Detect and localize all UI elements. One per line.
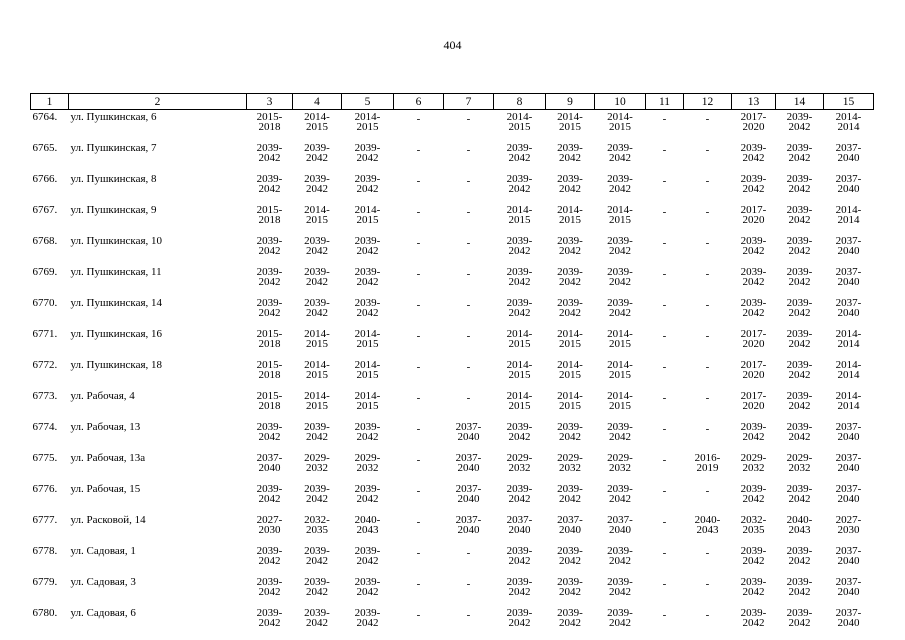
period-cell: 2039- 2042 [256,235,283,257]
period-cell: - [466,547,471,559]
period-cell: 2039- 2042 [506,266,533,288]
period-cell: - [705,547,710,559]
period-cell: 2015- 2018 [256,204,283,226]
period-cell: 2039- 2042 [256,576,283,598]
period-cell: 2017- 2020 [740,390,767,412]
period-cell: 2037- 2040 [835,452,862,474]
table-row [31,172,874,203]
address-cell: ул. Садовая, 3 [70,576,136,588]
period-cell: 2029- 2032 [557,452,583,474]
row-number: 6777. [32,514,58,526]
row-number: 6773. [32,390,58,402]
period-cell: 2039- 2042 [557,421,583,443]
page-number: 404 [443,38,462,52]
period-cell: 2039- 2042 [740,142,767,164]
column-header-12: 12 [684,94,732,110]
period-cell: 2039- 2042 [304,607,330,629]
period-cell: 2037- 2040 [835,142,862,164]
address-cell: ул. Садовая, 1 [70,545,136,557]
period-cell: 2017- 2020 [740,359,767,381]
period-cell: 2014- 2015 [354,359,381,381]
period-cell: - [466,144,471,156]
period-cell: 2039- 2042 [557,173,583,195]
period-cell: - [705,361,710,373]
period-cell: 2039- 2042 [354,576,381,598]
period-cell: 2039- 2042 [304,173,330,195]
period-cell: - [705,609,710,621]
period-cell: 2039- 2042 [607,173,633,195]
period-cell: 2039- 2042 [740,576,767,598]
period-cell: 2039- 2042 [786,173,813,195]
table-row [31,606,874,637]
period-cell: 2027- 2030 [256,514,283,536]
period-cell: 2039- 2042 [256,266,283,288]
address-cell: ул. Рабочая, 13 [70,421,141,433]
period-cell: - [662,144,667,156]
period-cell: 2039- 2042 [786,483,813,505]
period-cell: 2039- 2042 [557,607,583,629]
row-number: 6774. [32,421,58,433]
period-cell: 2014- 2015 [354,204,381,226]
period-cell: 2039- 2042 [786,359,813,381]
period-cell: 2039- 2042 [506,297,533,319]
period-cell: - [466,330,471,342]
period-cell: 2039- 2042 [786,421,813,443]
period-cell: - [662,175,667,187]
period-cell: 2039- 2042 [607,545,633,567]
column-header-14: 14 [776,94,824,110]
period-cell: 2039- 2042 [557,576,583,598]
column-header-2: 2 [69,94,247,110]
period-cell: - [662,423,667,435]
address-cell: ул. Пушкинская, 9 [70,204,157,216]
period-cell: 2039- 2042 [304,483,330,505]
table-row [31,203,874,234]
period-cell: 2037- 2040 [835,173,862,195]
period-cell: 2039- 2042 [256,421,283,443]
row-number: 6772. [32,359,58,371]
period-cell: 2039- 2042 [304,142,330,164]
period-cell: 2039- 2042 [557,266,583,288]
address-cell: ул. Садовая, 6 [70,607,136,619]
period-cell: 2014- 2015 [354,390,381,412]
period-cell: 2039- 2042 [256,607,283,629]
period-cell: 2039- 2042 [506,483,533,505]
period-cell: 2014- 2015 [607,204,633,226]
column-header-5: 5 [342,94,394,110]
period-cell: 2039- 2042 [740,607,767,629]
column-header-4: 4 [293,94,342,110]
period-cell: 2039- 2042 [506,421,533,443]
period-cell: 2039- 2042 [557,483,583,505]
row-number: 6780. [32,607,58,619]
period-cell: 2039- 2042 [786,328,813,350]
address-cell: ул. Рабочая, 4 [70,390,135,402]
period-cell: - [416,392,421,404]
row-number: 6765. [32,142,58,154]
period-cell: 2014- 2014 [835,111,862,133]
table-row [31,575,874,606]
column-header-13: 13 [732,94,776,110]
period-cell: 2039- 2042 [354,545,381,567]
period-cell: - [466,206,471,218]
period-cell: - [416,361,421,373]
address-cell: ул. Рабочая, 15 [70,483,141,495]
row-number: 6766. [32,173,58,185]
period-cell: 2039- 2042 [557,235,583,257]
table-row [31,234,874,265]
period-cell: 2039- 2042 [506,173,533,195]
period-cell: 2039- 2042 [786,545,813,567]
period-cell: 2039- 2042 [557,545,583,567]
row-number: 6776. [32,483,58,495]
period-cell: 2039- 2042 [506,142,533,164]
period-cell: 2014- 2015 [354,328,381,350]
period-cell: 2037- 2040 [256,452,283,474]
period-cell: 2039- 2042 [607,266,633,288]
period-cell: 2015- 2018 [256,359,283,381]
period-cell: 2039- 2042 [256,142,283,164]
period-cell: 2037- 2040 [835,235,862,257]
period-cell: - [705,175,710,187]
period-cell: 2039- 2042 [354,483,381,505]
row-number: 6768. [32,235,58,247]
table-row [31,482,874,513]
period-cell: 2040- 2043 [694,514,721,536]
column-header-15: 15 [824,94,874,110]
period-cell: 2029- 2032 [354,452,381,474]
period-cell: 2039- 2042 [304,421,330,443]
period-cell: - [662,237,667,249]
period-cell: 2014- 2015 [304,390,330,412]
address-cell: ул. Пушкинская, 14 [70,297,163,309]
period-cell: - [416,609,421,621]
period-cell: 2039- 2042 [740,297,767,319]
period-cell: 2039- 2042 [256,297,283,319]
address-cell: ул. Рабочая, 13а [70,452,146,464]
address-cell: ул. Пушкинская, 10 [70,235,163,247]
period-cell: - [662,268,667,280]
period-cell: 2037- 2040 [835,545,862,567]
period-cell: - [705,578,710,590]
period-cell: 2040- 2043 [354,514,381,536]
period-cell: 2039- 2042 [557,297,583,319]
period-cell: 2014- 2015 [607,328,633,350]
period-cell: - [416,175,421,187]
schedule-table [30,93,874,637]
period-cell: 2039- 2042 [354,607,381,629]
period-cell: 2037- 2040 [455,452,482,474]
period-cell: 2039- 2042 [740,266,767,288]
period-cell: 2014- 2015 [506,204,533,226]
period-cell: 2015- 2018 [256,111,283,133]
period-cell: 2016- 2019 [694,452,721,474]
table-row [31,327,874,358]
period-cell: 2017- 2020 [740,204,767,226]
period-cell: 2039- 2042 [786,607,813,629]
period-cell: 2029- 2032 [506,452,533,474]
period-cell: 2039- 2042 [786,235,813,257]
period-cell: - [416,485,421,497]
row-number: 6769. [32,266,58,278]
period-cell: 2037- 2040 [455,483,482,505]
period-cell: - [662,206,667,218]
period-cell: 2014- 2014 [835,390,862,412]
period-cell: - [416,113,421,125]
period-cell: - [705,206,710,218]
period-cell: - [662,361,667,373]
address-cell: ул. Пушкинская, 8 [70,173,157,185]
table-row [31,296,874,327]
period-cell: 2037- 2040 [506,514,533,536]
period-cell: 2039- 2042 [506,576,533,598]
period-cell: - [416,547,421,559]
period-cell: - [416,206,421,218]
period-cell: 2037- 2040 [835,266,862,288]
row-number: 6775. [32,452,58,464]
period-cell: 2014- 2015 [506,359,533,381]
period-cell: 2039- 2042 [506,235,533,257]
period-cell: 2027- 2030 [835,514,862,536]
address-cell: ул. Расковой, 14 [70,514,146,526]
table-header-row [31,94,874,110]
row-number: 6767. [32,204,58,216]
period-cell: 2014- 2015 [354,111,381,133]
period-cell: - [466,237,471,249]
period-cell: 2039- 2042 [740,545,767,567]
column-header-10: 10 [595,94,646,110]
period-cell: 2032- 2035 [740,514,767,536]
period-cell: - [662,578,667,590]
period-cell: 2015- 2018 [256,328,283,350]
period-cell: - [416,144,421,156]
period-cell: 2039- 2042 [786,204,813,226]
address-cell: ул. Пушкинская, 16 [70,328,163,340]
period-cell: - [416,423,421,435]
period-cell: 2014- 2015 [557,359,583,381]
period-cell: - [705,144,710,156]
period-cell: - [466,175,471,187]
period-cell: 2039- 2042 [506,545,533,567]
row-number: 6764. [32,111,58,123]
period-cell: 2040- 2043 [786,514,813,536]
period-cell: - [662,330,667,342]
period-cell: - [662,454,667,466]
column-header-11: 11 [646,94,684,110]
period-cell: 2039- 2042 [304,297,330,319]
period-cell: 2039- 2042 [304,266,330,288]
period-cell: 2014- 2015 [557,390,583,412]
column-header-6: 6 [394,94,444,110]
period-cell: - [662,113,667,125]
period-cell: 2039- 2042 [354,142,381,164]
period-cell: 2029- 2032 [786,452,813,474]
period-cell: - [416,454,421,466]
period-cell: 2017- 2020 [740,111,767,133]
period-cell: - [705,268,710,280]
period-cell: 2039- 2042 [740,421,767,443]
period-cell: - [416,299,421,311]
period-cell: - [416,237,421,249]
table-row [31,389,874,420]
row-number: 6779. [32,576,58,588]
period-cell: 2017- 2020 [740,328,767,350]
period-cell: 2039- 2042 [786,111,813,133]
table-row [31,110,874,142]
table-row [31,265,874,296]
period-cell: 2037- 2040 [455,421,482,443]
table-row [31,141,874,172]
period-cell: 2014- 2014 [835,204,862,226]
period-cell: 2039- 2042 [557,142,583,164]
period-cell: 2014- 2015 [506,111,533,133]
period-cell: 2039- 2042 [607,607,633,629]
address-cell: ул. Пушкинская, 18 [70,359,163,371]
period-cell: - [705,392,710,404]
period-cell: 2037- 2040 [835,483,862,505]
period-cell: - [466,609,471,621]
period-cell: 2039- 2042 [607,142,633,164]
period-cell: - [662,299,667,311]
period-cell: 2015- 2018 [256,390,283,412]
column-header-9: 9 [546,94,595,110]
period-cell: 2039- 2042 [354,173,381,195]
column-header-8: 8 [494,94,546,110]
row-number: 6771. [32,328,58,340]
period-cell: 2014- 2015 [557,111,583,133]
period-cell: 2039- 2042 [607,421,633,443]
table-row [31,420,874,451]
period-cell: - [662,516,667,528]
period-cell: - [705,330,710,342]
period-cell: 2039- 2042 [740,173,767,195]
period-cell: - [705,423,710,435]
period-cell: 2039- 2042 [256,483,283,505]
column-header-1: 1 [31,94,69,110]
address-cell: ул. Пушкинская, 6 [70,111,157,123]
period-cell: 2014- 2015 [304,111,330,133]
period-cell: - [705,299,710,311]
period-cell: 2014- 2015 [557,328,583,350]
period-cell: 2037- 2040 [835,421,862,443]
period-cell: 2039- 2042 [786,142,813,164]
period-cell: - [416,516,421,528]
period-cell: 2039- 2042 [607,576,633,598]
period-cell: - [662,609,667,621]
column-header-3: 3 [247,94,293,110]
period-cell: - [662,392,667,404]
period-cell: 2029- 2032 [607,452,633,474]
period-cell: 2039- 2042 [740,483,767,505]
period-cell: - [662,485,667,497]
period-cell: - [416,330,421,342]
table-body [31,110,874,638]
period-cell: 2039- 2042 [607,483,633,505]
period-cell: - [466,578,471,590]
period-cell: 2039- 2042 [354,421,381,443]
address-cell: ул. Пушкинская, 11 [70,266,162,278]
period-cell: 2014- 2015 [506,390,533,412]
period-cell: 2039- 2042 [607,297,633,319]
period-cell: 2037- 2040 [557,514,583,536]
row-number: 6770. [32,297,58,309]
period-cell: 2039- 2042 [304,545,330,567]
period-cell: - [416,578,421,590]
table-row [31,544,874,575]
period-cell: 2014- 2015 [607,359,633,381]
period-cell: 2039- 2042 [786,266,813,288]
period-cell: 2014- 2015 [304,328,330,350]
period-cell: 2029- 2032 [740,452,767,474]
period-cell: 2039- 2042 [304,576,330,598]
period-cell: 2037- 2040 [455,514,482,536]
period-cell: 2039- 2042 [786,390,813,412]
table-row [31,358,874,389]
table-row [31,513,874,544]
period-cell: - [466,361,471,373]
period-cell: 2014- 2015 [506,328,533,350]
period-cell: - [466,268,471,280]
period-cell: 2039- 2042 [786,576,813,598]
period-cell: 2037- 2040 [835,576,862,598]
period-cell: - [466,299,471,311]
period-cell: 2039- 2042 [354,266,381,288]
period-cell: 2029- 2032 [304,452,330,474]
period-cell: 2014- 2015 [304,204,330,226]
period-cell: 2014- 2015 [304,359,330,381]
period-cell: 2037- 2040 [835,607,862,629]
period-cell: - [662,547,667,559]
period-cell: 2014- 2015 [557,204,583,226]
period-cell: 2039- 2042 [256,173,283,195]
period-cell: 2037- 2040 [835,297,862,319]
period-cell: - [705,485,710,497]
period-cell: 2039- 2042 [354,235,381,257]
period-cell: 2039- 2042 [786,297,813,319]
period-cell: 2014- 2014 [835,359,862,381]
table-row [31,451,874,482]
period-cell: 2039- 2042 [304,235,330,257]
address-cell: ул. Пушкинская, 7 [70,142,157,154]
period-cell: - [466,113,471,125]
period-cell: 2039- 2042 [354,297,381,319]
period-cell: - [466,392,471,404]
period-cell: 2014- 2015 [607,111,633,133]
column-header-7: 7 [444,94,494,110]
period-cell: - [416,268,421,280]
period-cell: - [705,237,710,249]
row-number: 6778. [32,545,58,557]
period-cell: 2032- 2035 [304,514,330,536]
period-cell: 2039- 2042 [607,235,633,257]
period-cell: 2014- 2014 [835,328,862,350]
period-cell: 2014- 2015 [607,390,633,412]
period-cell: 2039- 2042 [506,607,533,629]
period-cell: 2037- 2040 [607,514,633,536]
period-cell: 2039- 2042 [256,545,283,567]
period-cell: 2039- 2042 [740,235,767,257]
period-cell: - [705,113,710,125]
